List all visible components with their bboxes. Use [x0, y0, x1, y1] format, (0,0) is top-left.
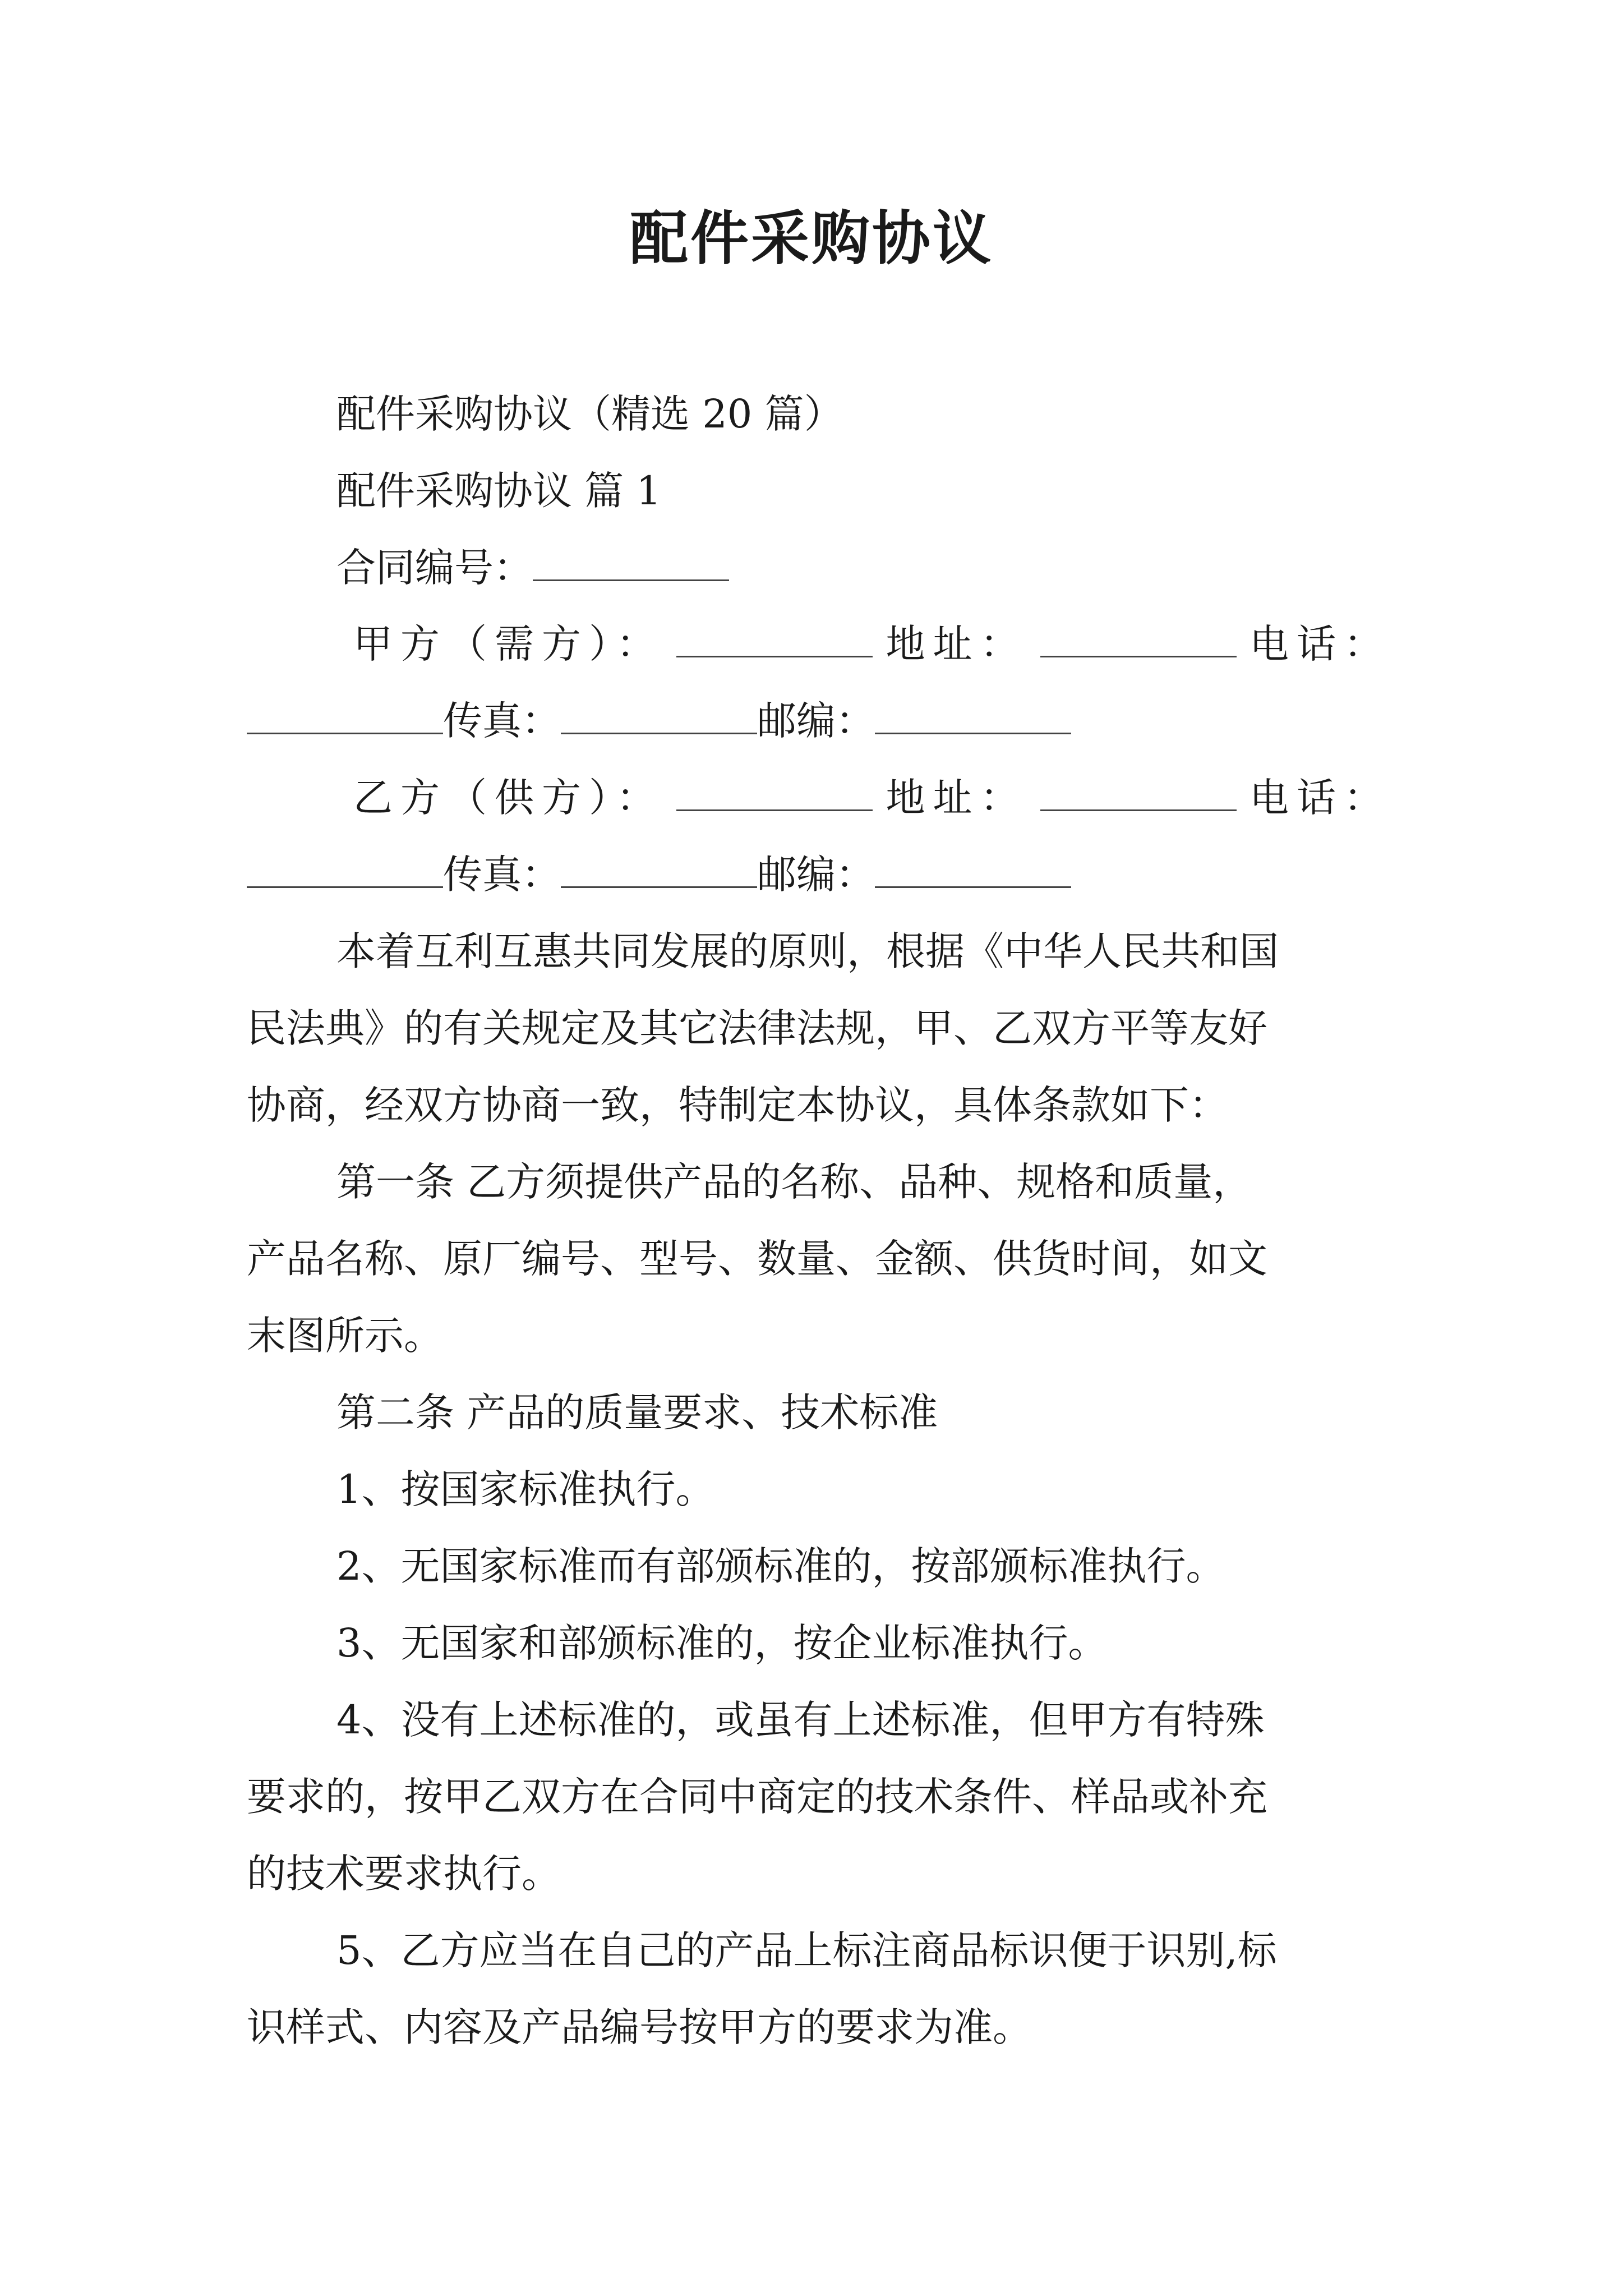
party-a-line-2: [247, 693, 1391, 749]
document-title: 配件采购协议: [629, 204, 993, 273]
party-a-line-1: [247, 616, 1391, 672]
party-b-zip-label: 邮编：: [757, 852, 875, 898]
party-b-zip-blank[interactable]: [875, 849, 1071, 888]
party-a-label: 甲方（需方）：: [353, 621, 663, 667]
contract-number-line: [247, 540, 1391, 596]
party-b-line-1: [247, 770, 1391, 826]
party-b-name-blank[interactable]: [676, 772, 873, 811]
party-b-address-label: 地址：: [886, 775, 1027, 821]
item-4-line-3: 的技术要求执行。: [247, 1851, 561, 1897]
party-a-phone-label: 电话：: [1249, 621, 1391, 667]
party-b-fax-label: 传真：: [443, 852, 561, 898]
item-4-line-2: 要求的，按甲乙双方在合同中商定的技术条件、样品或补充: [247, 1774, 1267, 1820]
party-b-fax-blank[interactable]: [561, 849, 757, 888]
subtitle: 配件采购协议（精选 20 篇）: [336, 391, 843, 437]
party-b-label: 乙方（供方）：: [353, 775, 663, 821]
item-5-line-2: 识样式、内容及产品编号按甲方的要求为准。: [247, 2004, 1032, 2050]
party-a-address-blank[interactable]: [1040, 619, 1237, 657]
item-3: 3、无国家和部颁标准的，按企业标准执行。: [336, 1620, 1108, 1666]
item-5-line-1: 5、乙方应当在自己的产品上标注商品标识便于识别,标: [336, 1927, 1277, 1973]
intro-line-1: 本着互利互惠共同发展的原则，根据《中华人民共和国: [336, 928, 1279, 974]
party-a-fax-label: 传真：: [443, 698, 561, 744]
party-a-fax-blank[interactable]: [561, 696, 757, 734]
party-b-phone-label: 电话：: [1249, 775, 1391, 821]
party-a-address-label: 地址：: [886, 621, 1027, 667]
party-a-name-blank[interactable]: [676, 619, 873, 657]
party-b-address-blank[interactable]: [1040, 772, 1237, 811]
item-4-line-1: 4、没有上述标准的，或虽有上述标准，但甲方有特殊: [336, 1697, 1265, 1743]
party-a-zip-label: 邮编：: [757, 698, 875, 744]
party-a-phone-blank[interactable]: [247, 696, 443, 734]
contract-number-blank[interactable]: [533, 542, 729, 581]
intro-line-3: 协商，经双方协商一致，特制定本协议，具体条款如下：: [247, 1082, 1228, 1128]
article2-heading: 第二条 产品的质量要求、技术标准: [336, 1389, 938, 1435]
article1-line-3: 末图所示。: [247, 1313, 443, 1359]
party-a-zip-blank[interactable]: [875, 696, 1071, 734]
article1-line-2: 产品名称、原厂编号、型号、数量、金额、供货时间，如文: [247, 1236, 1267, 1282]
article1-line-1: 第一条 乙方须提供产品的名称、品种、规格和质量，: [336, 1159, 1252, 1205]
section-heading: 配件采购协议 篇 1: [336, 468, 662, 514]
party-b-phone-blank[interactable]: [247, 849, 443, 888]
party-b-line-2: [247, 846, 1391, 903]
contract-number-label: 合同编号：: [336, 545, 533, 591]
intro-line-2: 民法典》的有关规定及其它法律法规，甲、乙双方平等友好: [247, 1005, 1267, 1051]
item-2: 2、无国家标准而有部颁标准的，按部颁标准执行。: [336, 1543, 1225, 1589]
item-1: 1、按国家标准执行。: [336, 1466, 715, 1512]
